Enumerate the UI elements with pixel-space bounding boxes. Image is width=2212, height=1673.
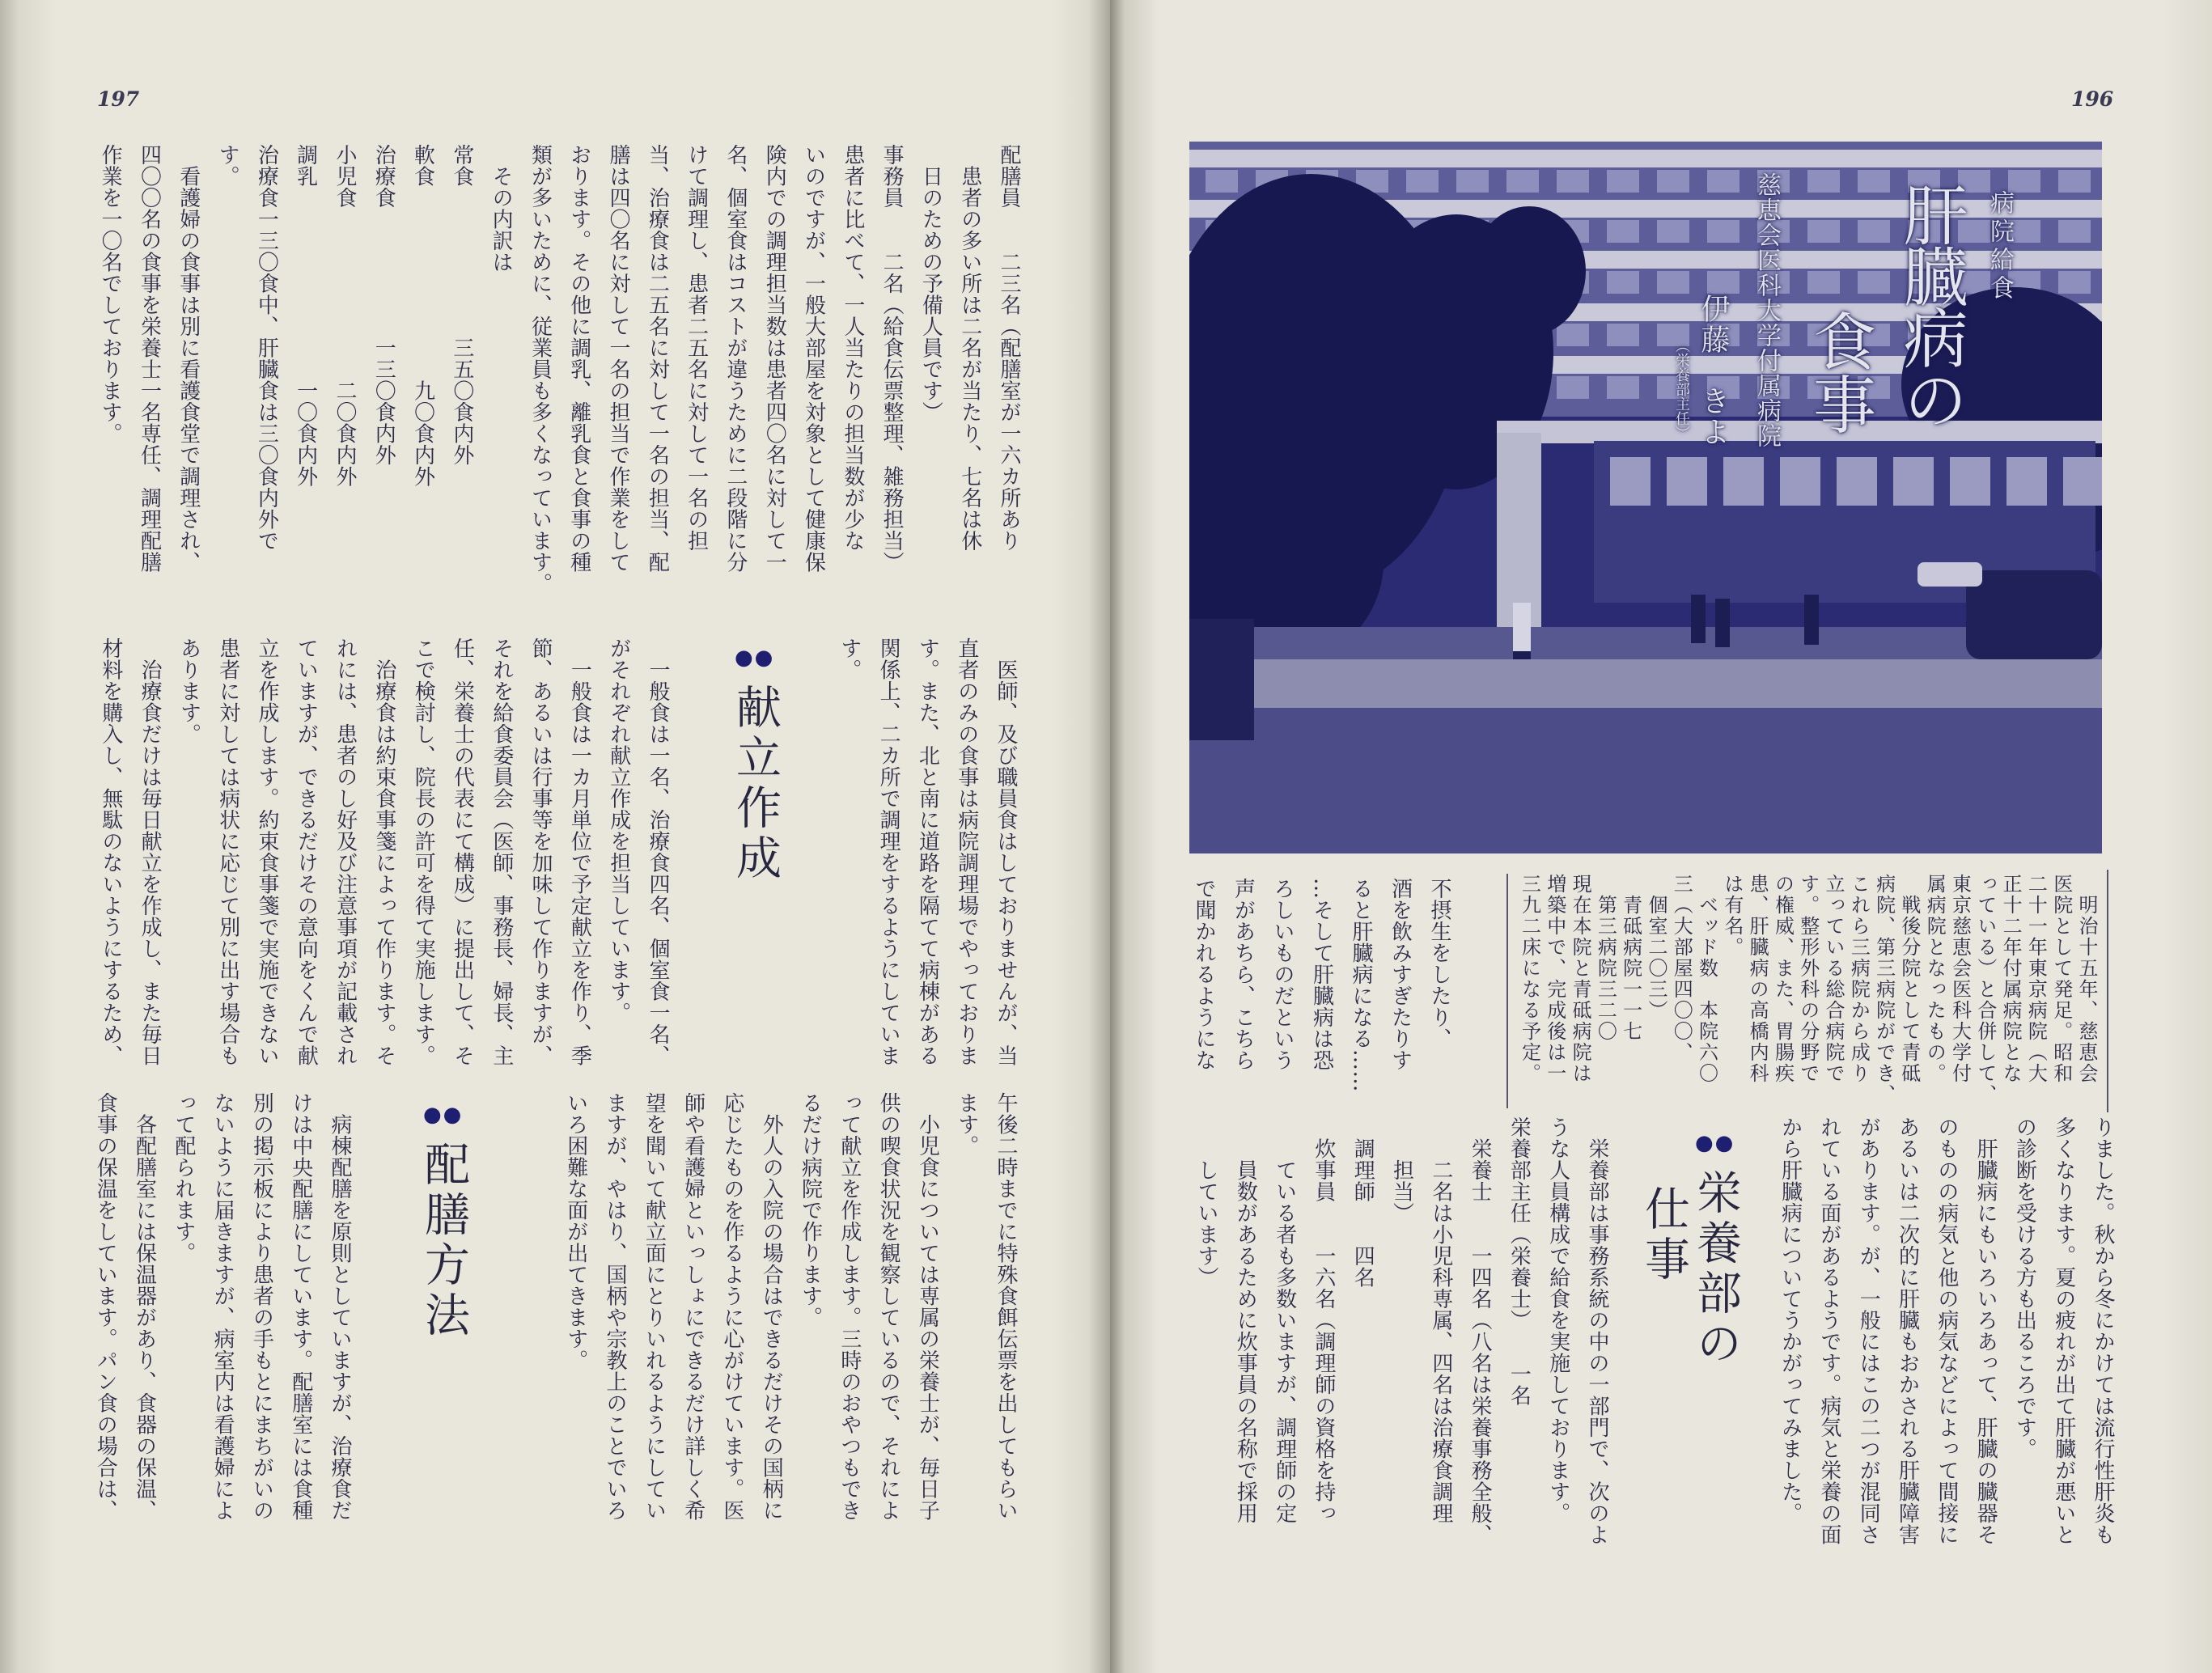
window <box>2058 220 2091 243</box>
window <box>2058 271 2091 294</box>
window <box>1807 170 1840 193</box>
middle-intro-text: 医師、及び職員食はしておりませんが、当 直者のみの食事は病院調理場でやっておりま す。また、北と南に道路を隔てて病棟がある 関係上、二カ所で調理をするようにしていま す。 <box>837 637 1018 1066</box>
caption-divider-left <box>1506 874 1508 1108</box>
lower-windows <box>1610 457 2102 506</box>
staff-section-text: 配膳員 二三名（配膳室が一六カ所あり 患者の多い所は二名が当たり、七名は休 日のための予備人員です） 事務員 二名（給食伝票整理、雑務担当） 患者に比べて、一人当たりの担当数が少な いのですが、一般大部屋を対象として健康保 険内での調理担当数は患者四〇名に対して一 名、個室食はコストが違うために二段階に分 けて調理し、患者二五名に対して一名の担 当、治療食は二五名に対して一名の担当、配 膳は四〇名に対して一名の担当で作業をして おります。その他に調乳、離乳食と食事の種 類が多いために、従業員も多くなっています。 その内訳は 常食 三五〇食内外 軟食 九〇食内外 治療食 一三〇食内外 小児食 二〇食内外 調乳 一〇食内外 治療食一三〇食中、肝臓食は三〇食内外で す。 看護婦の食事は別に看護食堂で調理され、 四〇〇名の食事を栄養士一名専任、調理配膳 作業を一〇名でしております。 <box>98 144 1021 595</box>
window <box>1607 170 1639 193</box>
window <box>1506 170 1539 193</box>
article-title-line1: 肝臓病の <box>1892 182 1968 428</box>
window <box>1657 170 1689 193</box>
menu-continued-text: 午後二時までに特殊食餌伝票を出してもらい ます。 小児食については専属の栄養士が、毎日子 供の喫食状況を観察しているので、それによ って献立を作成します。三時のおやつもでき るだけ病院で作ります。 外人の入院の場合はできるだけその国柄に 応じたものを作るように心がけています。医 師や看護婦といっしょにできるだけ詳しく希 望を聞いて献立面にとりいれるようにしてい ますが、やはり、国柄や宗教上のことでいろ いろ困難な面が出てきます。 <box>563 1092 1018 1521</box>
caption-divider-right <box>2107 870 2108 1112</box>
window <box>1456 170 1489 193</box>
heading-serving-method: 配膳方法 <box>417 1141 470 1341</box>
window <box>1607 376 1639 399</box>
window <box>1858 220 1890 243</box>
window <box>1858 271 1890 294</box>
window <box>1780 457 1820 506</box>
window <box>1807 220 1840 243</box>
hospital-name: 慈恵会医科大学付属病院 <box>1752 172 1781 448</box>
page-number-right: 196 <box>2071 87 2114 111</box>
car-right <box>1966 570 2102 659</box>
series-label: 病院給食 <box>1985 190 2014 303</box>
dept-section-text: 栄養部は事務系統の中の一部門で、次のよ うな人員構成で給食を実施しております。 栄養部主任（栄養士） 一名 栄養士 一四名（八名は栄養事務全般、 二名は小児科専属、四名は治療食調理 担当） 調理師 四名 炊事員 一六名（調理師の資格を持っ ている者も多数いますが、調理師の定 員数があるために炊事員の名称で採用 しています） <box>1194 1116 1609 1545</box>
window <box>1610 457 1651 506</box>
window <box>1406 170 1439 193</box>
serving-section-text: 病棟配膳を原則としていますが、治療食だ けは中央配膳にしています。配膳室には食種 別の掲示板により患者の手もとにまちがいの ないように届きますが、病室内は看護婦によ って配られます。 各配膳室には保温器があり、食器の保温、 食事の保温をしています。パン食の場合は、 <box>93 1092 352 1521</box>
floor-band <box>1189 150 2102 167</box>
window <box>1557 170 1589 193</box>
window <box>1707 271 1740 294</box>
window <box>1607 271 1639 294</box>
heading-marker-dots: ●● <box>735 646 775 670</box>
window <box>1557 376 1589 399</box>
window <box>1950 457 1990 506</box>
person-white-coat <box>1513 603 1531 651</box>
intro-lead-text: 不摂生をしたり、 酒を飲みすぎたりす ると肝臓病になる…… …そして肝臓病は恐 ろしいものだという 声があちら、こちら で聞かれるようにな <box>1192 878 1451 1092</box>
window <box>1807 271 1840 294</box>
window <box>1557 324 1589 346</box>
author-name: 伊藤 きよ <box>1697 294 1730 447</box>
article-title-line2: 食事 <box>1803 309 1875 435</box>
window <box>2063 457 2102 506</box>
author-role: （栄養部主任） <box>1673 338 1690 440</box>
canopy <box>1497 421 2102 443</box>
window <box>1858 170 1890 193</box>
window <box>1206 170 1238 193</box>
window <box>1723 457 1764 506</box>
window <box>1657 271 1689 294</box>
car-left <box>1189 619 1254 740</box>
heading-menu-planning: 献立作成 <box>729 684 782 884</box>
window <box>2006 457 2047 506</box>
intro-continued-text: りました。秋から冬にかけては流行性肝炎も 多くなります。夏の疲れが出て肝臓が悪いと の診断を受ける方も出るころです。 肝臓病にもいろいろあって、肝臓の臓器そ のものの病気と他の病気などによって間接に あるいは二次的に肝臓もおかされる肝臓障害 があります。が、一般にはこの二つが混同さ れている面があるようです。病気と栄養の面 から肝臓病についてうかがってみました。 <box>1778 1116 2115 1545</box>
window <box>1667 457 1707 506</box>
window <box>2058 170 2091 193</box>
window <box>1837 457 1877 506</box>
window <box>1607 220 1639 243</box>
menu-section-text: 一般食は一名、治療食四名、個室食一名、 がそれぞれ献立作成を担当しています。 一般食は一カ月単位で予定献立を作り、季 節、あるいは行事等を加味して作りますが、 それを給食委員会（医師、事務長、婦長、主 任、栄養士の代表にて構成）に提出して、そ こで検討し、院長の許可を得て実施します。 治療食は約束食事箋によって作ります。そ れには、患者のし好及び注意事項が記載され ていますが、できるだけその意向をくんで献 立を作成します。約束食事箋で実施できない 患者に対しては病状に応じて別に出す場合も あります。 治療食だけは毎日献立を作成し、また毎日 材料を購入し、無駄のないようにするため、 <box>98 637 670 1066</box>
window <box>1657 220 1689 243</box>
window <box>1707 170 1740 193</box>
car-parked <box>1917 562 1982 587</box>
window <box>2008 170 2040 193</box>
window <box>1607 324 1639 346</box>
page-number-left: 197 <box>97 87 140 111</box>
heading-dept-line2: 仕事 <box>1638 1185 1690 1285</box>
hospital-caption: 明治十五年、慈恵会 医院として発足。昭和 二十一年東京病院（大 正十二年付属病院とな っている）と合併して、 東京慈恵会医科大学付 属病院となったもの。 戦後分院として青砥 病院、第三病院ができ、 これら三病院から成り 立っている総合病院で す。整形外科の分野で の権威、また、胃腸疾 患、肝臓病の高橋内科 は有名。 ベッド数 本院六〇 三（大部屋四〇〇、 個室二〇三） 青砥病院一一七 第三病院三二〇 現在本院と青砥病院は 増築中で、完成後は一 三九二床になる予定。 <box>1518 874 2098 1105</box>
heading-marker-dots: ●● <box>423 1103 464 1127</box>
heading-marker-dots: ●● <box>1695 1131 1735 1155</box>
window <box>1707 220 1740 243</box>
window <box>1893 457 1934 506</box>
heading-dept-line1: 栄養部の <box>1689 1169 1742 1370</box>
